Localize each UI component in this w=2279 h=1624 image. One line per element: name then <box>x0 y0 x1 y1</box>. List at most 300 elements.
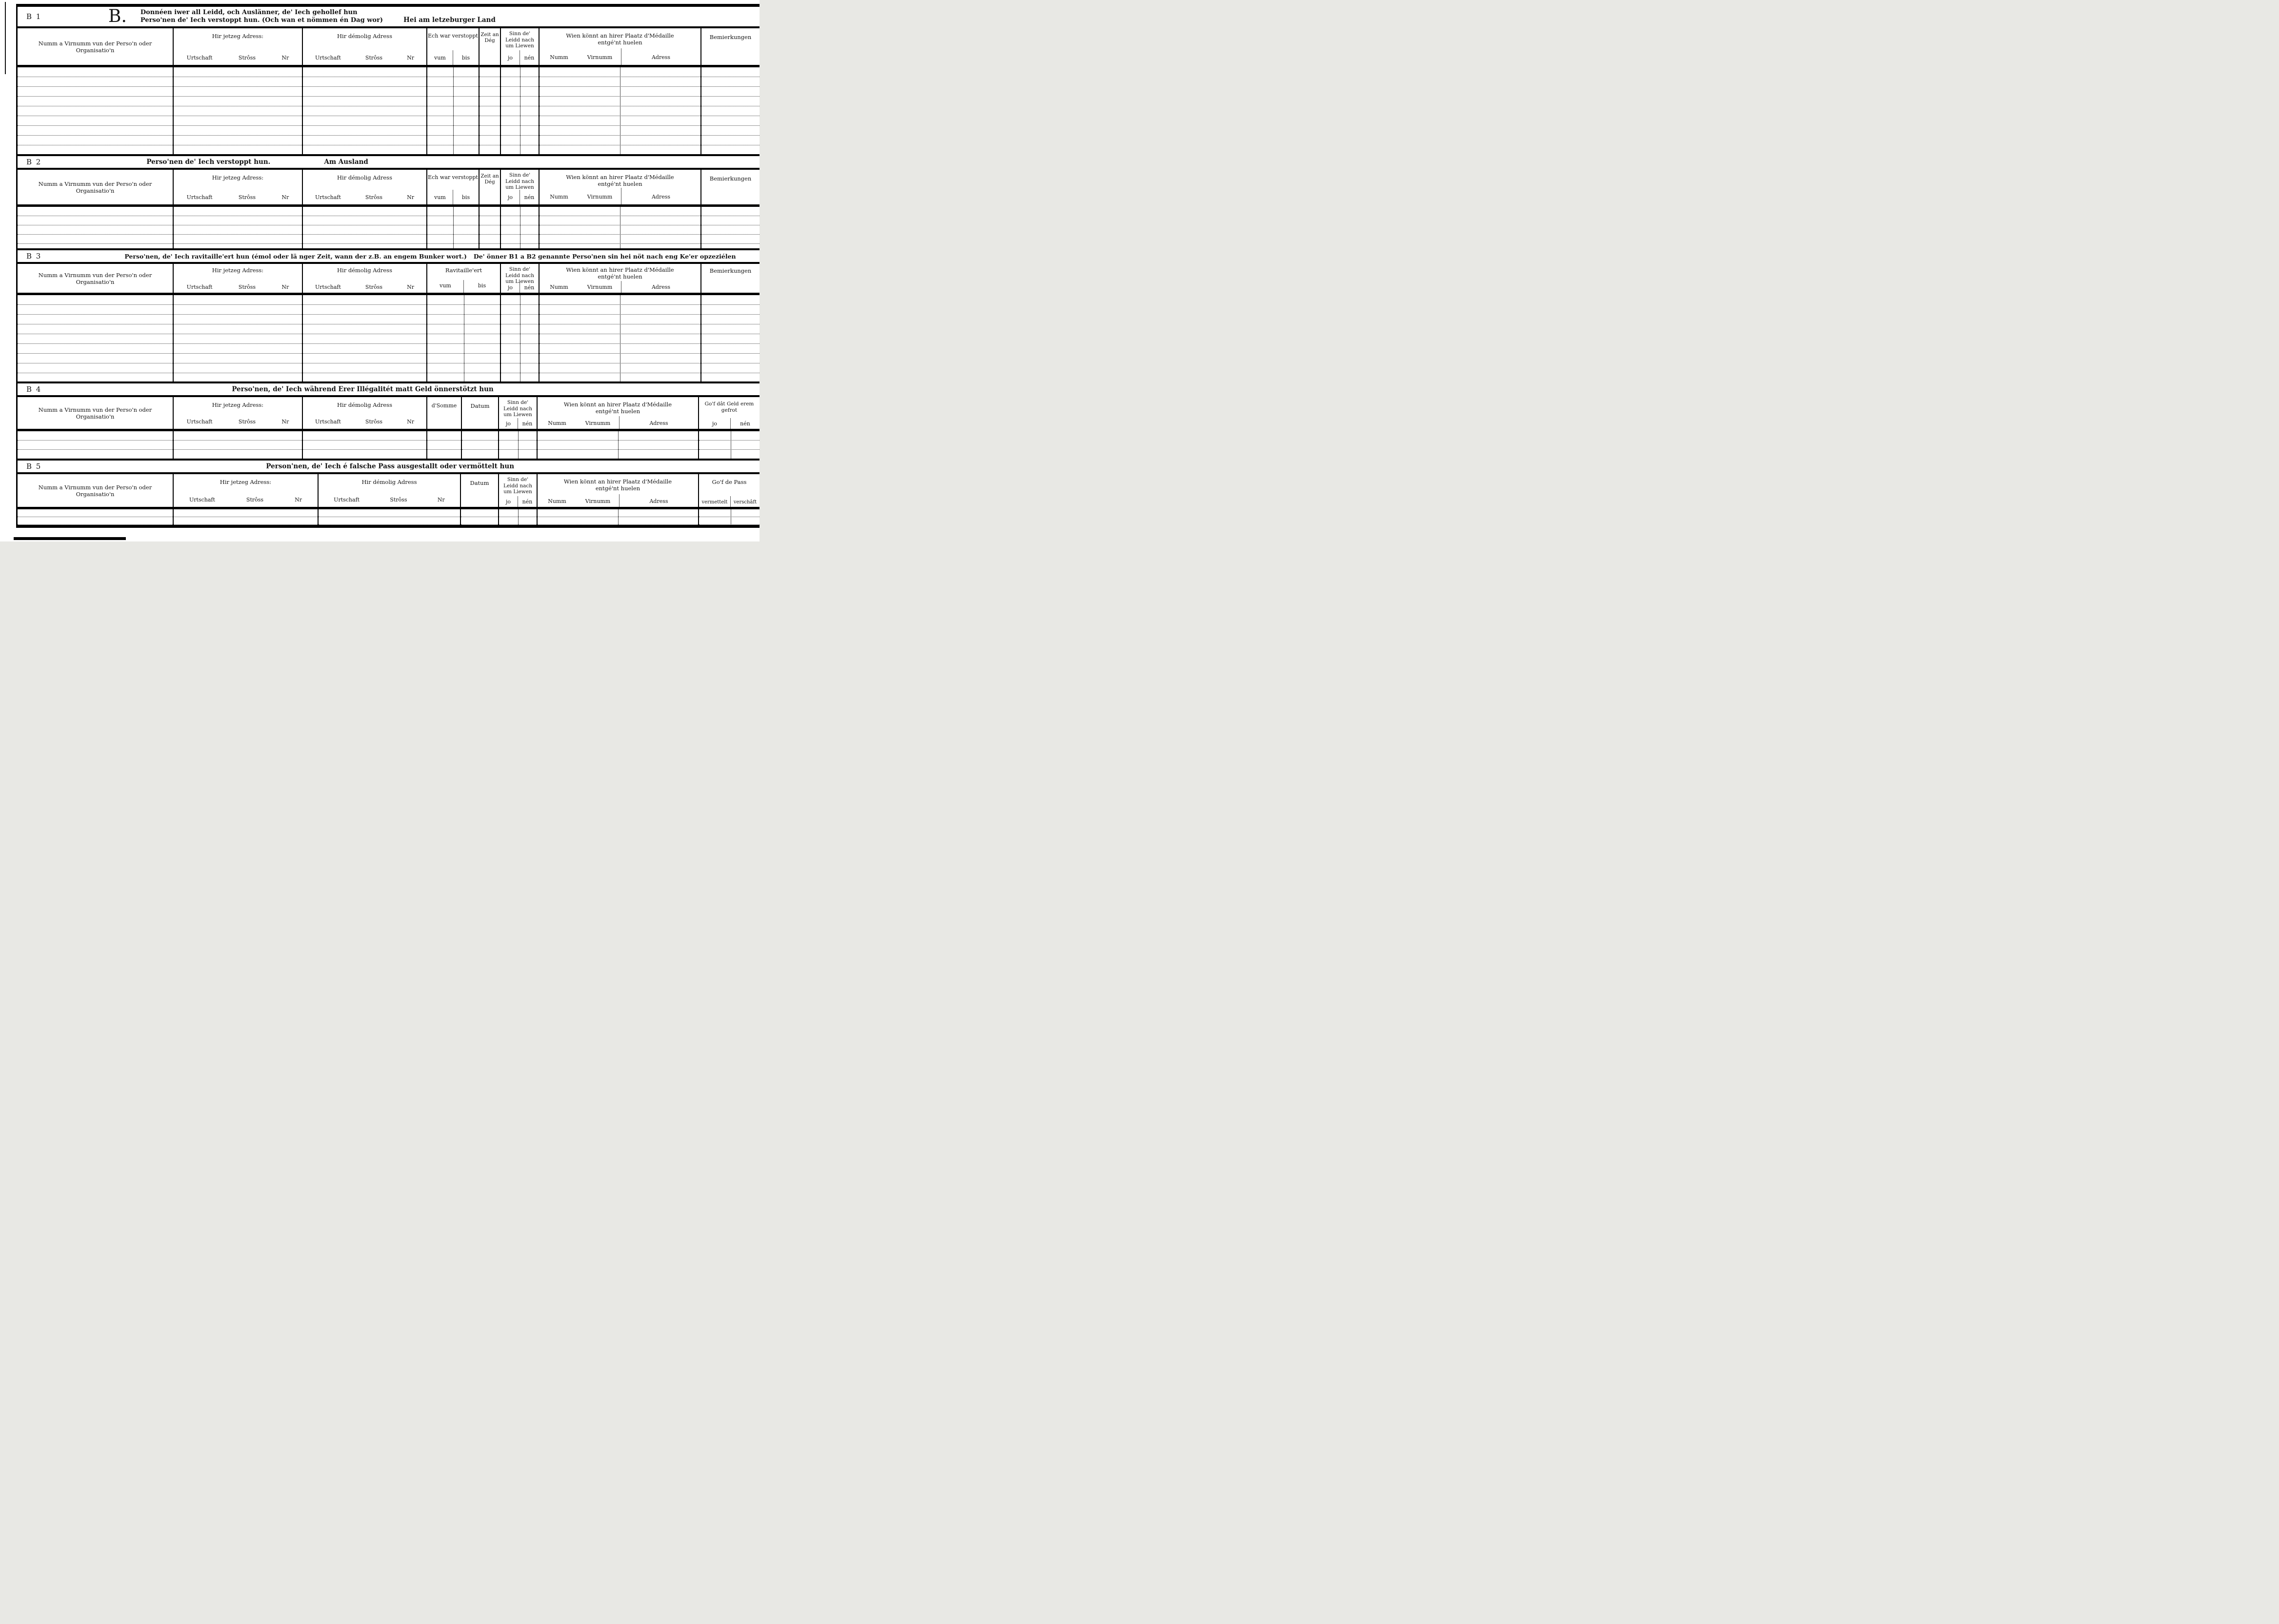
ruled-line <box>18 136 173 145</box>
sublabel: bis <box>478 282 486 289</box>
address-sublabels <box>174 55 302 61</box>
sublabel: Nr <box>295 497 302 503</box>
ruled-column <box>427 67 480 154</box>
ruled-column <box>18 67 174 154</box>
ruled-column <box>480 207 501 248</box>
address-sublabels <box>174 419 302 425</box>
column-divider-line <box>518 509 519 525</box>
sublabel: Urtschaft <box>189 497 215 503</box>
header-label: Sinn de' Leidd nach um Liewen <box>505 266 534 284</box>
from-to-sublabels <box>427 50 479 65</box>
ruled-line <box>18 216 173 225</box>
form-b <box>16 4 760 528</box>
b1-header-alive <box>501 28 540 65</box>
b4-header-money-returned <box>699 397 760 429</box>
ruled-line <box>174 106 302 116</box>
section-b2-titlebar <box>18 154 760 170</box>
ruled-line <box>303 315 426 324</box>
sublabel: Strôss <box>390 497 407 503</box>
ruled-line <box>303 67 426 77</box>
header-label: Numm a Virnumm vun der Perso'n oder Organisatio'n <box>38 180 152 194</box>
ruled-line <box>701 344 760 354</box>
b3-header-former-address <box>303 264 427 293</box>
ruled-line <box>701 354 760 363</box>
b2-header-remarks <box>701 170 760 204</box>
sublabel: Adress <box>651 54 671 60</box>
sublabel: nén <box>524 284 535 291</box>
ruled-line <box>18 305 173 315</box>
sublabel: Nr <box>407 284 414 290</box>
address-sublabels <box>174 194 302 200</box>
ruled-line <box>701 67 760 77</box>
ruled-line <box>480 87 500 97</box>
address-sublabels <box>174 497 318 503</box>
b4-header-current-address <box>174 397 303 429</box>
ruled-line <box>18 315 173 324</box>
b5-header-date <box>461 474 499 507</box>
b3-header-row <box>18 264 760 295</box>
section-b5-titlebar <box>18 459 760 474</box>
sublabel: Urtschaft <box>315 284 341 290</box>
b2-header-former-address <box>303 170 427 204</box>
scanned-form-page <box>0 0 760 541</box>
ruled-line <box>174 354 302 363</box>
b2-body <box>18 207 760 248</box>
sublabel: nén <box>522 421 533 427</box>
b2-header-alive <box>501 170 540 204</box>
ruled-line <box>480 67 500 77</box>
sublabel: Nr <box>407 194 414 200</box>
medal-sublabels <box>540 48 700 65</box>
ruled-line <box>701 315 760 324</box>
medal-sublabels <box>538 494 698 507</box>
sublabel: Strôss <box>365 194 383 200</box>
ruled-line <box>462 431 498 441</box>
ruled-line <box>303 334 426 344</box>
ruled-line <box>303 136 426 145</box>
ruled-line <box>174 324 302 334</box>
ruled-column <box>319 509 461 525</box>
b4-header-medal <box>538 397 699 429</box>
section-b2-note: Am Ausland <box>324 158 368 166</box>
sublabel: Urtschaft <box>186 284 213 290</box>
address-sublabels <box>319 497 460 503</box>
header-label: Hir démolig Adress <box>337 174 392 181</box>
ruled-line <box>427 441 461 450</box>
b2-header-row <box>18 170 760 207</box>
ruled-line <box>174 441 302 450</box>
ruled-line <box>18 354 173 363</box>
ruled-line <box>18 77 173 87</box>
ruled-line <box>174 235 302 244</box>
header-label: Hir démolig Adress <box>337 33 392 40</box>
ruled-line <box>174 207 302 216</box>
sublabel: Strôss <box>365 419 383 425</box>
section-b4-titlebar <box>18 381 760 397</box>
sublabel: Urtschaft <box>315 55 341 61</box>
b2-header-hidden <box>427 170 480 204</box>
ruled-line <box>174 517 318 525</box>
b1-header-name <box>18 28 174 65</box>
scan-bottom-mark <box>14 537 126 540</box>
header-label: Hir jetzeg Adress: <box>212 33 264 40</box>
ruled-column <box>303 67 427 154</box>
sublabel: Virnumm <box>579 281 621 293</box>
header-label: Sinn de' Leidd nach um Liewen <box>505 31 534 49</box>
column-divider-line <box>518 431 519 459</box>
ruled-line <box>18 87 173 97</box>
sublabel: jo <box>501 190 520 204</box>
ruled-line <box>174 334 302 344</box>
sublabel: nén <box>522 499 533 505</box>
header-label: Hir jetzeg Adress: <box>212 174 264 181</box>
ruled-line <box>480 136 500 145</box>
ruled-column <box>701 295 760 381</box>
ruled-line <box>480 106 500 116</box>
section-b2 <box>16 154 760 248</box>
sublabel: nén <box>524 55 535 61</box>
ruled-column <box>303 295 427 381</box>
address-sublabels <box>303 194 426 200</box>
section-b1-note: Hei am letzeburger Land <box>403 16 496 24</box>
ruled-line <box>699 441 760 450</box>
ruled-line <box>303 305 426 315</box>
section-b5-title: Person'nen, de' Iech é falsche Pass ausgestallt oder vermöttelt hun <box>266 462 515 470</box>
ruled-line <box>461 517 498 525</box>
sublabel: Nr <box>281 55 289 61</box>
ruled-line <box>699 509 760 517</box>
sublabel: nén <box>740 421 750 427</box>
section-b4-code: B 4 <box>26 385 42 394</box>
ruled-line <box>18 235 173 244</box>
section-b1-title <box>140 9 383 24</box>
ruled-line <box>701 235 760 244</box>
header-label: Numm a Virnumm vun der Perso'n oder Organisatio'n <box>38 483 152 498</box>
ruled-column <box>499 509 538 525</box>
b3-header-medal <box>540 264 701 293</box>
ruled-line <box>174 225 302 235</box>
header-label: Go'f de Pass <box>712 479 747 485</box>
header-label: Numm a Virnumm vun der Perso'n oder Organisatio'n <box>38 406 152 420</box>
sublabel: vermettelt <box>699 496 731 507</box>
ruled-line <box>18 324 173 334</box>
ruled-line <box>319 509 460 517</box>
ruled-line <box>701 363 760 373</box>
ruled-line <box>303 116 426 126</box>
ruled-line <box>319 517 460 525</box>
header-label: Numm a Virnumm vun der Perso'n oder Organisatio'n <box>38 40 152 54</box>
ruled-line <box>701 324 760 334</box>
sublabel: Strôss <box>238 55 256 61</box>
sublabel: Numm <box>550 284 568 290</box>
section-b1-code: B 1 <box>26 12 42 21</box>
ruled-column <box>501 67 540 154</box>
ruled-column <box>174 509 319 525</box>
sublabel: Nr <box>281 194 289 200</box>
ruled-line <box>18 207 173 216</box>
ruled-line <box>303 354 426 363</box>
b3-body <box>18 295 760 381</box>
ruled-line <box>701 216 760 225</box>
b3-header-alive <box>501 264 540 293</box>
ruled-line <box>174 295 302 305</box>
sublabel: Virnumm <box>579 188 621 204</box>
sublabel: Urtschaft <box>315 194 341 200</box>
header-label: Hir jetzeg Adress: <box>220 479 272 485</box>
ruled-line <box>303 97 426 106</box>
section-b5 <box>16 459 760 528</box>
ruled-line <box>480 235 500 244</box>
b1-body <box>18 67 760 154</box>
b2-header-name <box>18 170 174 204</box>
header-label: Datum <box>470 402 490 409</box>
ruled-line <box>303 216 426 225</box>
ruled-line <box>18 363 173 373</box>
sublabel: Strôss <box>365 55 383 61</box>
ruled-column <box>540 295 701 381</box>
ruled-column <box>461 509 499 525</box>
sublabel: bis <box>461 194 470 200</box>
ruled-line <box>303 77 426 87</box>
sublabel: Virnumm <box>579 48 621 65</box>
sublabel: Urtschaft <box>186 419 213 425</box>
ruled-line <box>701 334 760 344</box>
sublabel: jo <box>499 418 518 429</box>
section-b4-title: Perso'nen, de' Iech während Erer Illégalitét matt Geld önnerstötzt hun <box>232 385 494 393</box>
sublabel: jo <box>699 418 731 429</box>
ruled-column <box>699 431 760 459</box>
ruled-line <box>18 431 173 441</box>
ruled-line <box>701 97 760 106</box>
ruled-line <box>18 441 173 450</box>
ruled-column <box>499 431 538 459</box>
yes-no-sublabels <box>501 50 539 65</box>
ruled-line <box>174 116 302 126</box>
medal-sublabels <box>540 281 700 293</box>
ruled-line <box>303 324 426 334</box>
title-line-2: Perso'nen de' Iech verstoppt hun. (Och wan et nömmen én Dag wor) <box>140 17 383 24</box>
sublabel: vum <box>427 190 453 204</box>
b1-header-former-address <box>303 28 427 65</box>
ruled-line <box>701 225 760 235</box>
ruled-line <box>303 207 426 216</box>
ruled-line <box>18 126 173 136</box>
header-label: Bemierkungen <box>709 34 752 40</box>
sublabel: Nr <box>281 419 289 425</box>
b2-header-medal <box>540 170 701 204</box>
sublabel: Adress <box>651 284 671 290</box>
yes-no-sublabels <box>699 418 760 429</box>
yes-no-sublabels <box>499 496 537 507</box>
ruled-line <box>461 509 498 517</box>
b3-header-name <box>18 264 174 293</box>
b4-header-row <box>18 397 760 431</box>
address-sublabels <box>303 55 426 61</box>
sublabel: Strôss <box>238 194 256 200</box>
section-b3-code: B 3 <box>26 252 42 261</box>
b4-header-date <box>462 397 499 429</box>
ruled-line <box>303 126 426 136</box>
header-label: Datum <box>470 480 489 486</box>
b5-header-former-address <box>319 474 461 507</box>
ruled-line <box>462 441 498 450</box>
ruled-column <box>501 295 540 381</box>
header-label: Wien könnt an hirer Plaatz d'Médaille entgé'nt huelen <box>563 478 672 492</box>
ruled-column <box>501 207 540 248</box>
ruled-column <box>427 431 462 459</box>
ruled-line <box>303 344 426 354</box>
ruled-column <box>174 67 303 154</box>
b5-header-row <box>18 474 760 509</box>
ruled-line <box>18 344 173 354</box>
sublabel: Adress <box>649 498 668 504</box>
b4-body <box>18 431 760 459</box>
from-to-sublabels <box>427 190 479 204</box>
sublabel: Strôss <box>238 284 256 290</box>
section-b3-titlebar <box>18 248 760 264</box>
sublabel: Adress <box>649 420 668 426</box>
sublabel: Nr <box>407 419 414 425</box>
ruled-line <box>303 441 426 450</box>
ruled-line <box>701 116 760 126</box>
ruled-line <box>174 216 302 225</box>
header-label: Wien könnt an hirer Plaatz d'Médaille entgé'nt huelen <box>566 266 674 280</box>
ruled-line <box>174 77 302 87</box>
sublabel: vum <box>427 50 453 65</box>
b3-header-remarks <box>701 264 760 293</box>
ruled-line <box>701 305 760 315</box>
ruled-line <box>303 106 426 116</box>
sublabel: vum <box>427 280 464 293</box>
ruled-line <box>18 517 173 525</box>
column-divider-line <box>453 207 454 248</box>
ruled-line <box>174 315 302 324</box>
sublabel: verschâft <box>733 500 757 505</box>
header-label: Go'f dât Geld erem gefrot <box>704 401 754 413</box>
sublabel: Strôss <box>365 284 383 290</box>
header-label: Bemierkungen <box>709 267 752 274</box>
b5-header-name <box>18 474 174 507</box>
ruled-line <box>18 509 173 517</box>
title-line-1: Donnéen iwer all Leidd, och Auslänner, de' Iech gehollef hun <box>140 9 358 16</box>
ruled-line <box>701 126 760 136</box>
ruled-line <box>701 87 760 97</box>
ruled-column <box>701 207 760 248</box>
section-b2-code: B 2 <box>26 158 42 166</box>
sublabel: jo <box>501 50 520 65</box>
ruled-line <box>701 136 760 145</box>
header-label: Hir démolig Adress <box>337 401 392 408</box>
sublabel: bis <box>461 55 470 61</box>
sublabel: Numm <box>550 54 568 60</box>
header-label: Ravitaille'ert <box>445 267 482 274</box>
b1-header-medal <box>540 28 701 65</box>
sublabel: Virnumm <box>577 416 620 429</box>
b2-header-current-address <box>174 170 303 204</box>
ruled-column <box>174 295 303 381</box>
ruled-line <box>174 67 302 77</box>
ruled-line <box>18 116 173 126</box>
ruled-column <box>18 295 174 381</box>
ruled-column <box>538 431 699 459</box>
b1-header-hidden <box>427 28 480 65</box>
header-label: Zeit an Dég <box>480 173 499 185</box>
ruled-line <box>174 363 302 373</box>
b3-header-ravitailled <box>427 264 501 293</box>
b5-header-current-address <box>174 474 319 507</box>
ruled-column <box>699 509 760 525</box>
b4-header-alive <box>499 397 538 429</box>
ruled-line <box>174 87 302 97</box>
header-label: Sinn de' Leidd nach um Liewen <box>505 172 534 190</box>
ruled-line <box>303 431 426 441</box>
b1-header-duration <box>480 28 501 65</box>
b4-header-name <box>18 397 174 429</box>
ruled-line <box>480 216 500 225</box>
yes-no-sublabels <box>501 190 539 204</box>
yes-no-sublabels <box>499 418 537 429</box>
b3-header-current-address <box>174 264 303 293</box>
sublabel: jo <box>499 496 518 507</box>
column-divider-line <box>618 431 619 459</box>
ruled-line <box>174 136 302 145</box>
sublabel: Nr <box>281 284 289 290</box>
ruled-line <box>701 207 760 216</box>
b5-header-alive <box>499 474 538 507</box>
b1-header-current-address <box>174 28 303 65</box>
sublabel: Adress <box>651 194 671 200</box>
section-b1-titlebar <box>18 4 760 28</box>
header-label: Hir démolig Adress <box>361 479 417 485</box>
ruled-line <box>174 431 302 441</box>
ruled-line <box>480 116 500 126</box>
section-b3-title: Perso'nen, de' Iech ravitaille'ert hun (émol oder lä nger Zeit, wann der z.B. an engem Bunker wort.) <box>124 252 467 260</box>
header-label: Zeit an Dég <box>480 32 499 43</box>
ruled-line <box>174 97 302 106</box>
sublabel: Urtschaft <box>186 55 213 61</box>
ruled-column <box>18 207 174 248</box>
b5-header-medal <box>538 474 699 507</box>
ruled-line <box>303 363 426 373</box>
ruled-line <box>701 295 760 305</box>
section-b3 <box>16 248 760 381</box>
b1-header-remarks <box>701 28 760 65</box>
ruled-column <box>174 207 303 248</box>
ruled-line <box>174 344 302 354</box>
header-label: Ech war verstoppt <box>428 33 478 39</box>
ruled-line <box>303 235 426 244</box>
ruled-line <box>174 305 302 315</box>
page-edge-line <box>5 2 6 74</box>
ruled-column <box>538 509 699 525</box>
ruled-line <box>18 225 173 235</box>
b5-header-pass <box>699 474 760 507</box>
header-label: Wien könnt an hirer Plaatz d'Médaille entgé'nt huelen <box>566 32 674 46</box>
ruled-column <box>18 431 174 459</box>
b1-header-row <box>18 28 760 67</box>
sublabel: Urtschaft <box>186 194 213 200</box>
header-label: Bemierkungen <box>709 175 752 182</box>
sublabel: Urtschaft <box>334 497 360 503</box>
section-b1 <box>16 4 760 154</box>
ruled-line <box>699 517 760 525</box>
ruled-column <box>480 67 501 154</box>
b4-header-sum <box>427 397 462 429</box>
ruled-line <box>480 97 500 106</box>
column-divider-line <box>453 67 454 154</box>
address-sublabels <box>303 419 426 425</box>
header-label: Sinn de' Leidd nach um Liewen <box>503 477 532 495</box>
